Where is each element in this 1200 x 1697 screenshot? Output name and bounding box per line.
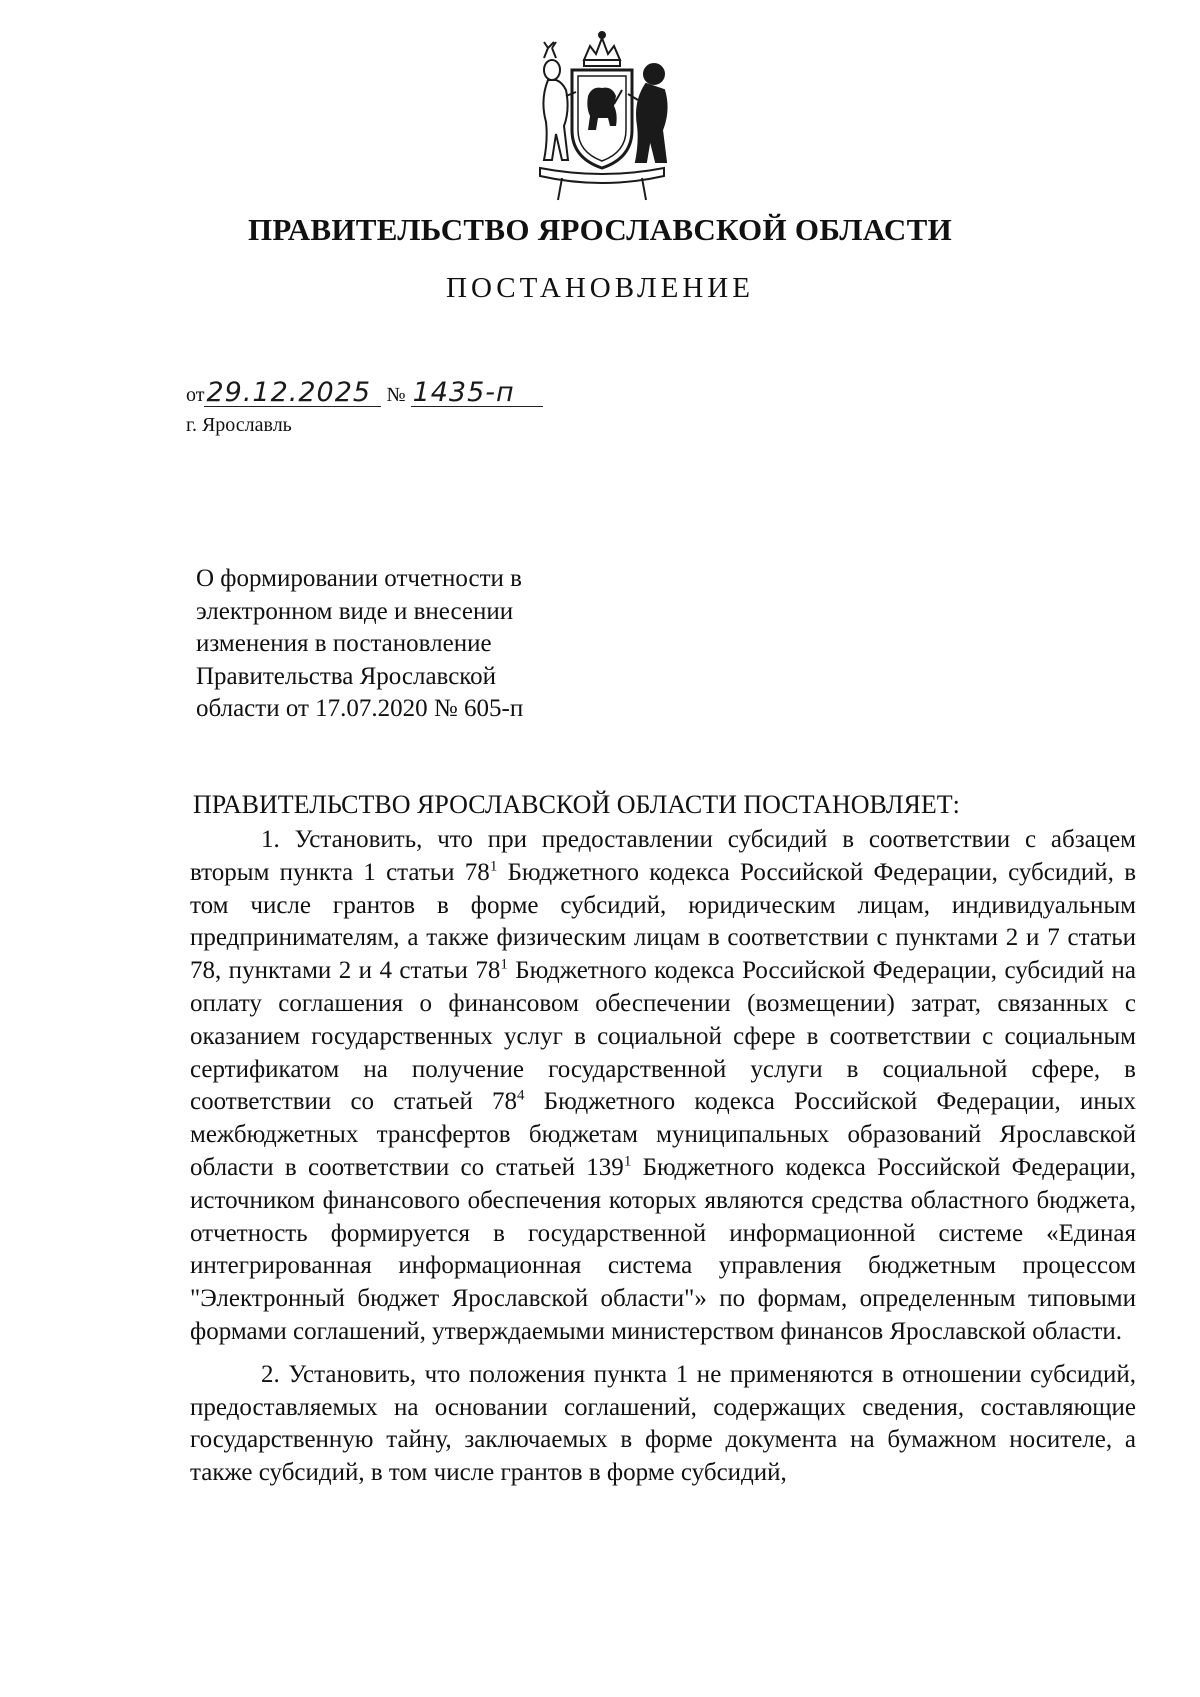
superscript: 1 <box>500 956 508 973</box>
document-subject <box>196 563 616 726</box>
paragraph-text: Бюджетного кодекса Российской Федерации, источником финансового обеспечения которых являются средства областного бюджета, отчетность формируется в государственной информационной системе «Единая интегрированная информационная система управления бюджетным процессом "Электронный бюджет Ярославской области"» по формам, определенным типовыми формами соглашений, утверждаемыми министерством финансов Ярославской области. <box>190 1153 1136 1345</box>
preamble: ПРАВИТЕЛЬСТВО ЯРОСЛАВСКОЙ ОБЛАСТИ ПОСТАНОВЛЯЕТ: <box>193 790 960 819</box>
city-label: г. Ярославль <box>186 414 292 436</box>
paragraph-text: Бюджетного кодекса Российской Федерации, субсидий на оплату соглашения о финансовом обеспечении (возмещении) затрат, связанных с оказанием государственных услуг в социальной сфере в соответствии с социальным сертификатом на получение государственной услуги в социальной сфере, в соответствии со статьей 78 <box>190 957 1136 1116</box>
superscript: 4 <box>517 1088 525 1105</box>
subject-line: области от 17.07.2020 № 605-п <box>196 695 524 722</box>
paragraph-text: Бюджетного кодекса Российской Федерации, субсидий, в том числе грантов в форме субсидий, юридическим лицам, индивидуальным предпринимателям, а также физическим лицам в соответствии с пунктами 2 и 7 статьи 78, пунктами 2 и 4 статьи 78 <box>190 858 1136 985</box>
date-label: от <box>186 384 205 406</box>
number-label: № <box>386 384 406 406</box>
handwritten-number: 1435-п <box>411 380 543 407</box>
government-title: ПРАВИТЕЛЬСТВО ЯРОСЛАВСКОЙ ОБЛАСТИ <box>248 212 952 247</box>
document-type: ПОСТАНОВЛЕНИЕ <box>446 272 754 304</box>
subject-line: О формировании отчетности в <box>196 565 522 592</box>
subject-line: изменения в постановление <box>196 630 492 657</box>
paragraph-text: 1. Установить, что при предоставлении субсидий в соответствии с абзацем вторым пункта 1 статьи 78 <box>190 826 1136 886</box>
document-body <box>190 824 1136 1490</box>
subject-line: Правительства Ярославской <box>196 662 497 690</box>
superscript: 1 <box>623 1153 632 1170</box>
paragraph-text: Бюджетного кодекса Российской Федерации, иных межбюджетных трансфертов бюджетам муниципальных образований Ярославской области в соответствии со статьей 139 <box>190 1088 1136 1181</box>
paragraph-2: 2. Установить, что положения пункта 1 не применяются в отношении субсидий, предоставляемых на основании соглашений, содержащих сведения, составляющие государственную тайну, заключаемых в форме документа на бумажном носителе, а также субсидий, в том числе грантов в форме субсидий, <box>190 1360 1136 1487</box>
coat-of-arms-icon <box>522 30 682 208</box>
paragraph-1 <box>190 824 1136 1349</box>
handwritten-date: 29.12.2025 <box>204 380 381 407</box>
subject-line: электронном виде и внесении <box>196 597 514 625</box>
superscript: 1 <box>489 858 498 875</box>
registration-line <box>186 377 543 408</box>
